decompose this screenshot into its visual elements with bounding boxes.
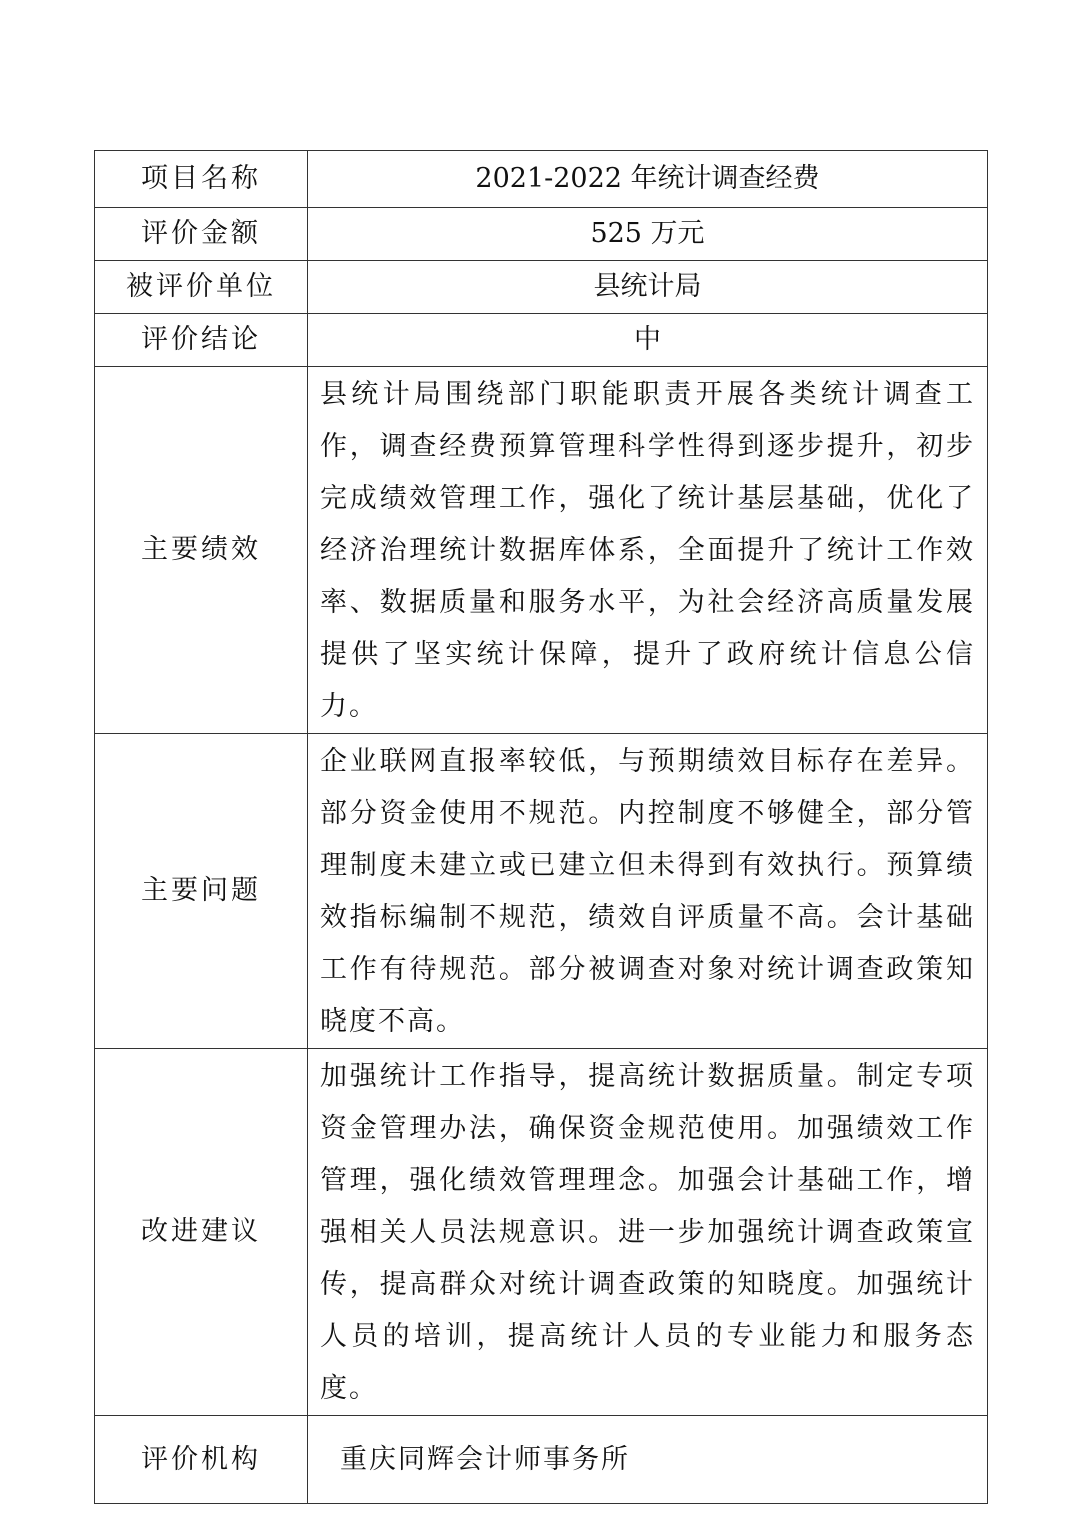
- row-main-problems: [95, 734, 988, 1049]
- row-evaluation-amount: [95, 208, 988, 261]
- evaluation-conclusion-value: 中: [308, 314, 988, 367]
- evaluated-unit-value: 县统计局: [308, 261, 988, 314]
- main-performance-label: 主要绩效: [95, 367, 308, 734]
- main-problems-value: 企业联网直报率较低，与预期绩效目标存在差异。部分资金使用不规范。内控制度不够健全，部分管理制度未建立或已建立但未得到有效执行。预算绩效指标编制不规范，绩效自评质量不高。会计基础工作有待规范。部分被调查对象对统计调查政策知晓度不高。: [308, 734, 988, 1049]
- main-performance-value: 县统计局围绕部门职能职责开展各类统计调查工作，调查经费预算管理科学性得到逐步提升，初步完成绩效管理工作，强化了统计基层基础，优化了经济治理统计数据库体系，全面提升了统计工作效率、数据质量和服务水平，为社会经济高质量发展提供了坚实统计保障，提升了政府统计信息公信力。: [308, 367, 988, 734]
- improvement-suggestions-label: 改进建议: [95, 1049, 308, 1416]
- project-name-label: 项目名称: [95, 151, 308, 208]
- row-evaluation-conclusion: [95, 314, 988, 367]
- evaluation-agency-value: 重庆同辉会计师事务所: [308, 1416, 988, 1504]
- row-project-name: [95, 151, 988, 208]
- row-improvement-suggestions: [95, 1049, 988, 1416]
- evaluation-conclusion-label: 评价结论: [95, 314, 308, 367]
- main-problems-label: 主要问题: [95, 734, 308, 1049]
- row-evaluated-unit: [95, 261, 988, 314]
- improvement-suggestions-value: 加强统计工作指导，提高统计数据质量。制定专项资金管理办法，确保资金规范使用。加强绩效工作管理，强化绩效管理理念。加强会计基础工作，增强相关人员法规意识。进一步加强统计调查政策宣传，提高群众对统计调查政策的知晓度。加强统计人员的培训，提高统计人员的专业能力和服务态度。: [308, 1049, 988, 1416]
- evaluation-table: [94, 150, 988, 1504]
- row-main-performance: [95, 367, 988, 734]
- evaluation-amount-label: 评价金额: [95, 208, 308, 261]
- evaluation-agency-label: 评价机构: [95, 1416, 308, 1504]
- row-evaluation-agency: [95, 1416, 988, 1504]
- evaluation-amount-value: 525 万元: [308, 208, 988, 261]
- project-name-value: 2021-2022 年统计调查经费: [308, 151, 988, 208]
- evaluated-unit-label: 被评价单位: [95, 261, 308, 314]
